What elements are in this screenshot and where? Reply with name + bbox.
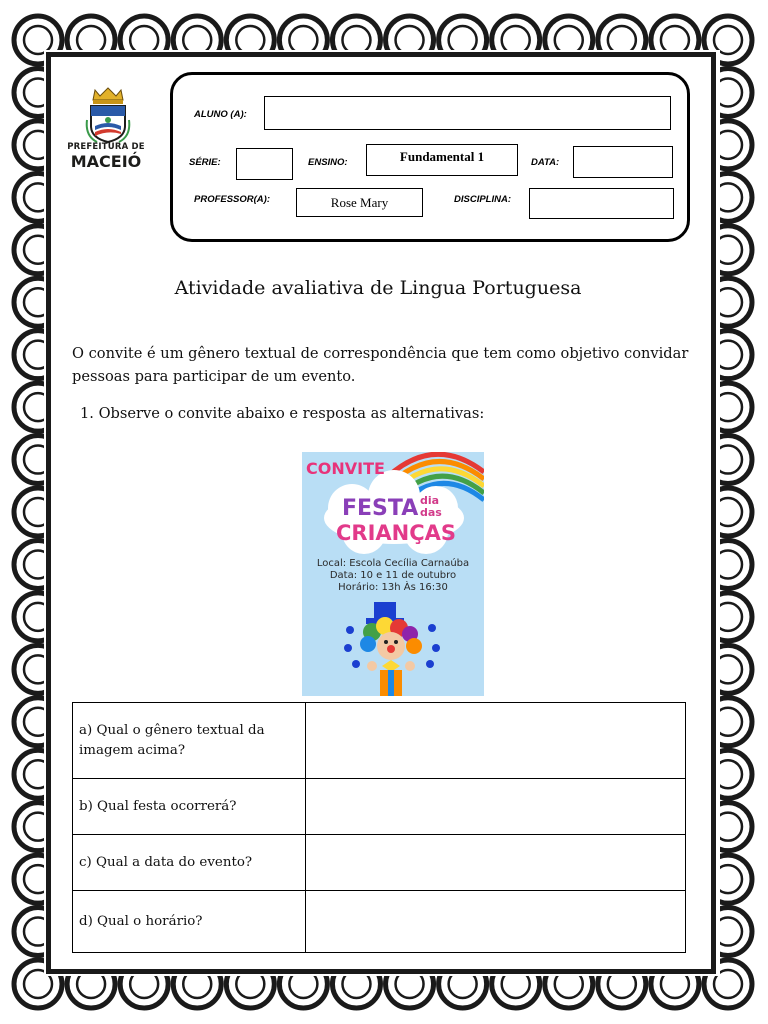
answer-b-field[interactable] <box>306 779 686 835</box>
serie-field[interactable] <box>236 148 293 180</box>
logo-city-name: MACEIÓ <box>70 152 142 171</box>
intro-paragraph: O convite é um gênero textual de correspondência que tem como objetivo convidar pessoas para participar de um evento. <box>72 345 689 385</box>
table-row <box>73 891 686 953</box>
questions-table <box>72 702 686 953</box>
page-title: Atividade avaliativa de Lingua Portuguesa <box>174 277 582 299</box>
aluno-label: ALUNO (A): <box>194 109 247 120</box>
invitation-date: Data: 10 e 11 de outubro <box>329 570 457 581</box>
table-row <box>73 703 686 779</box>
question-1-number: 1. <box>80 405 94 422</box>
professor-field[interactable]: Rose Mary <box>296 188 423 217</box>
ensino-field[interactable]: Fundamental 1 <box>366 144 518 176</box>
invitation-dia: dia <box>420 494 440 507</box>
invitation-local: Local: Escola Cecília Carnaúba <box>316 558 470 569</box>
table-row <box>73 835 686 891</box>
aluno-field[interactable] <box>264 96 671 130</box>
question-d: d) Qual o horário? <box>73 891 306 953</box>
answer-d-field[interactable] <box>306 891 686 953</box>
disciplina-field[interactable] <box>529 188 674 219</box>
ensino-label: ENSINO: <box>308 157 348 168</box>
answer-a-field[interactable] <box>306 703 686 779</box>
question-b: b) Qual festa ocorrerá? <box>73 779 306 835</box>
disciplina-label: DISCIPLINA: <box>454 194 511 205</box>
invitation-heading: CONVITE <box>306 459 385 478</box>
question-a: a) Qual o gênero textual da imagem acima? <box>73 703 306 779</box>
logo-top-text: PREFEITURA DE <box>67 142 145 152</box>
invitation-festa: FESTA <box>342 496 419 521</box>
table-row <box>73 779 686 835</box>
professor-label: PROFESSOR(A): <box>194 194 270 205</box>
invitation-das: das <box>420 506 442 519</box>
question-1-text: Observe o convite abaixo e resposta as alternativas: <box>98 405 485 422</box>
question-1 <box>80 405 700 422</box>
answer-c-field[interactable] <box>306 835 686 891</box>
data-label: DATA: <box>531 157 560 168</box>
serie-label: SÉRIE: <box>189 157 221 168</box>
invitation-criancas: CRIANÇAS <box>336 521 457 545</box>
question-c: c) Qual a data do evento? <box>73 835 306 891</box>
invitation-image <box>302 452 484 696</box>
data-field[interactable] <box>573 146 673 178</box>
invitation-time: Horário: 13h Às 16:30 <box>338 582 448 593</box>
